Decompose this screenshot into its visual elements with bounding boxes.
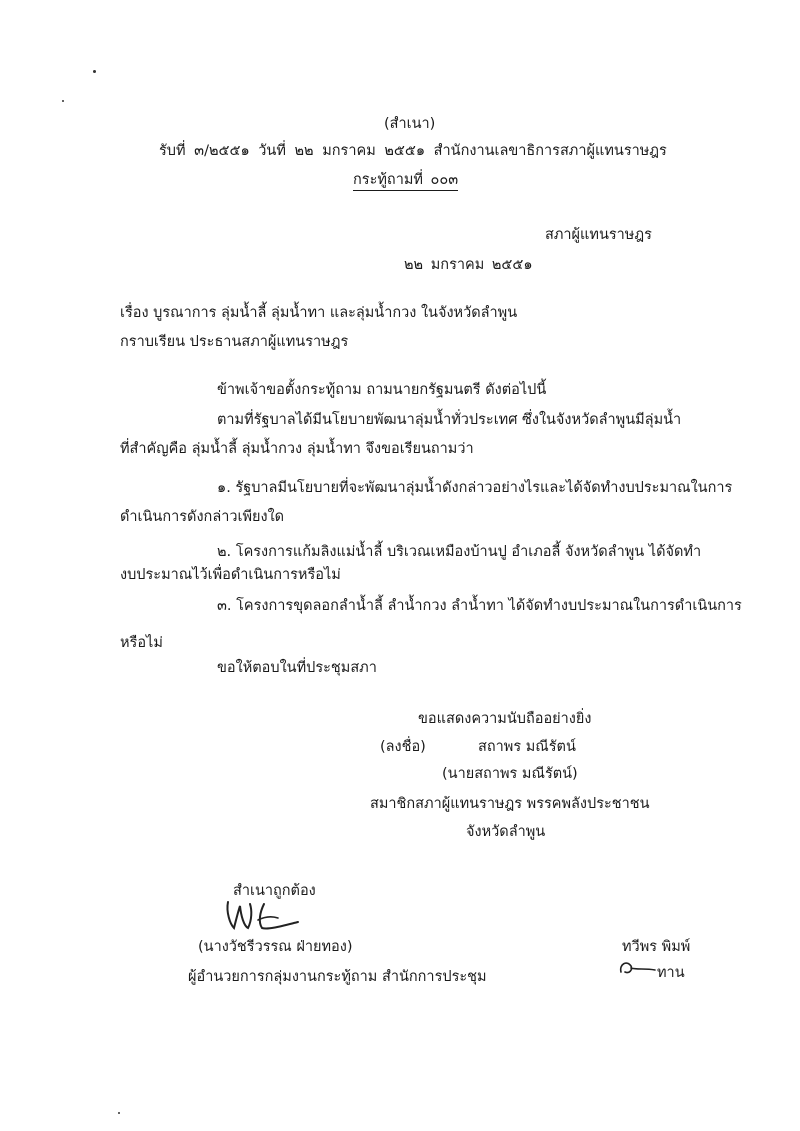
question-3-line-1: ๓. โครงการขุดลอกลำน้ำลี้ ลำน้ำกวง ลำน้ำทา ได้จัดทำงบประมาณในการดำเนินการ bbox=[217, 598, 742, 614]
scan-speck bbox=[62, 100, 64, 102]
question-2-line-1: ๒. โครงการแก้มลิงแม่น้ำลี้ บริเวณเหมืองบ้านปู อำเภอลี้ จังหวัดลำพูน ได้จัดทำ bbox=[217, 544, 702, 560]
typed-by: ทวีพร พิมพ์ bbox=[622, 939, 691, 955]
checked-label: ทาน bbox=[657, 965, 685, 981]
closing-request: ขอให้ตอบในที่ประชุมสภา bbox=[217, 660, 377, 676]
addressee-line: กราบเรียน ประธานสภาผู้แทนราษฎร bbox=[120, 334, 349, 350]
context-paragraph-line-1: ตามที่รัฐบาลได้มีนโยบายพัฒนาลุ่มน้ำทั่วประเทศ ซึ่งในจังหวัดลำพูนมีลุ่มน้ำ bbox=[217, 412, 682, 428]
checker-initials bbox=[617, 956, 657, 978]
signed-name: สถาพร มณีรัตน์ bbox=[478, 739, 576, 755]
regards: ขอแสดงความนับถืออย่างยิ่ง bbox=[418, 711, 592, 727]
question-1-line-1: ๑. รัฐบาลมีนโยบายที่จะพัฒนาลุ่มน้ำดังกล่าวอย่างไรและได้จัดทำงบประมาณในการ bbox=[217, 480, 733, 496]
intro-paragraph: ข้าพเจ้าขอตั้งกระทู้ถาม ถามนายกรัฐมนตรี ดังต่อไปนี้ bbox=[217, 382, 547, 398]
certifier-signature bbox=[222, 898, 312, 938]
context-paragraph-line-2: ที่สำคัญคือ ลุ่มน้ำลี้ ลุ่มน้ำกวง ลุ่มน้ำทา จึงขอเรียนถามว่า bbox=[120, 441, 474, 457]
document-date: ๒๒ มกราคม ๒๕๕๑ bbox=[404, 257, 533, 273]
copy-mark: (สำเนา) bbox=[384, 116, 436, 132]
signed-label: (ลงชื่อ) bbox=[380, 739, 426, 755]
question-3-line-2: หรือไม่ bbox=[120, 635, 163, 651]
question-number: กระทู้ถามที่ ๐๐๓ bbox=[353, 171, 458, 191]
origin: สภาผู้แทนราษฎร bbox=[545, 227, 652, 243]
question-1-line-2: ดำเนินการดังกล่าวเพียงใด bbox=[120, 509, 285, 525]
mp-full-name: (นายสถาพร มณีรัตน์) bbox=[442, 766, 578, 782]
scan-speck bbox=[118, 1112, 120, 1114]
certifier-name: (นางวัชรีวรรณ ฝ่ายทอง) bbox=[198, 939, 353, 955]
scan-speck bbox=[93, 70, 96, 73]
certifier-title: ผู้อำนวยการกลุ่มงานกระทู้ถาม สำนักการประชุม bbox=[188, 969, 487, 985]
mp-province: จังหวัดลำพูน bbox=[466, 824, 546, 840]
question-2-line-2: งบประมาณไว้เพื่อดำเนินการหรือไม่ bbox=[120, 567, 341, 583]
mp-position: สมาชิกสภาผู้แทนราษฎร พรรคพลังประชาชน bbox=[370, 796, 650, 812]
subject-line: เรื่อง บูรณาการ ลุ่มน้ำลี้ ลุ่มน้ำทา และลุ่มน้ำกวง ในจังหวัดลำพูน bbox=[120, 305, 518, 321]
certified-copy-label: สำเนาถูกต้อง bbox=[233, 883, 316, 899]
receipt-line: รับที่ ๓/๒๕๕๑ วันที่ ๒๒ มกราคม ๒๕๕๑ สำนักงานเลขาธิการสภาผู้แทนราษฎร bbox=[159, 143, 667, 159]
